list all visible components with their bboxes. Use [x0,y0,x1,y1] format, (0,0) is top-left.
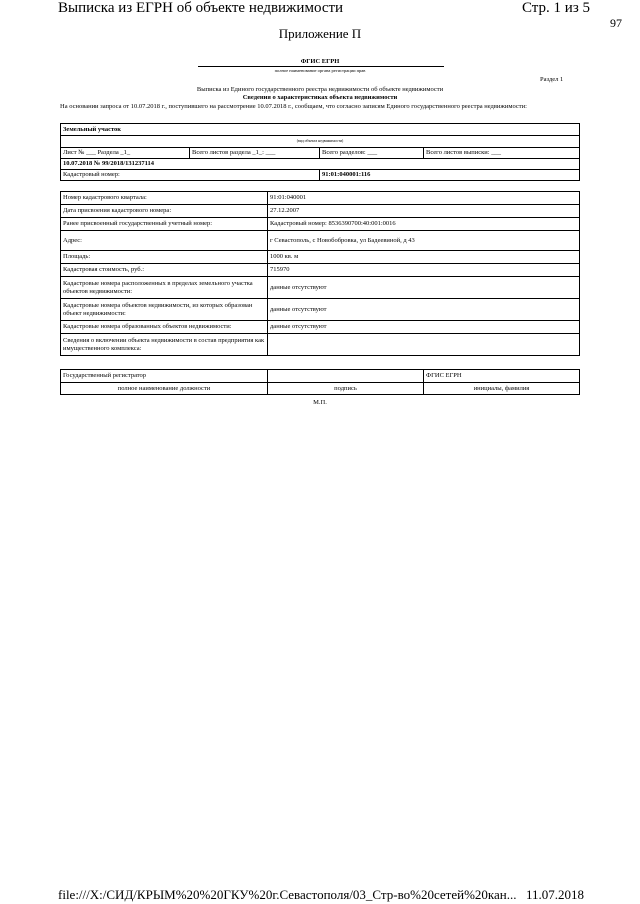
detail-value: данные отсутствуют [268,299,580,321]
detail-value: 715970 [268,264,580,277]
detail-label: Кадастровые номера образованных объектов недвижимости: [61,321,268,334]
detail-row [61,192,580,205]
cadastral-value: 91:01:040001:116 [320,170,580,181]
detail-row [61,264,580,277]
sheet-label: Лист № ___ Раздела _1_ [61,148,190,159]
document-title: Выписка из Единого государственного реестра недвижимости об объекте недвижимости [196,86,444,93]
signature-field [268,370,424,383]
document-subtitle: Сведения о характеристиках объекта недвижимости [242,94,398,101]
detail-value: данные отсутствуют [268,277,580,299]
detail-row [61,251,580,264]
detail-label: Кадастровая стоимость, руб.: [61,264,268,277]
position-caption: полное наименование должности [61,383,268,395]
details-table [60,191,580,356]
org-name: ФГИС ЕГРН [300,58,340,65]
detail-value: 91:01:040001 [268,192,580,205]
print-footer-path: file:///X:/СИД/КРЫМ%20%20ГКУ%20г.Севастополя/03_Стр-во%20сетей%20кан... [58,887,517,902]
detail-label: Дата присвоения кадастрового номера: [61,205,268,218]
detail-row [61,334,580,356]
signature-position: Государственный регистратор [61,370,268,383]
detail-label: Кадастровые номера расположенных в пределах земельного участка объектов недвижимости: [61,277,268,299]
initials-caption: инициалы, фамилия [424,383,580,395]
detail-label: Площадь: [61,251,268,264]
detail-value: 1000 кв. м [268,251,580,264]
section-label: Раздел 1 [540,76,564,83]
detail-row [61,231,580,251]
detail-value: данные отсутствуют [268,321,580,334]
signature-table [60,369,580,395]
cadastral-label: Кадастровый номер: [61,170,320,181]
org-caption: полное наименование органа регистрации прав [274,68,366,73]
detail-value: 27.12.2007 [268,205,580,218]
org-underline [198,66,444,67]
print-header-page-of: Стр. 1 из 5 [522,0,590,16]
detail-row [61,218,580,231]
detail-row [61,321,580,334]
print-header-title: Выписка из ЕГРН об объекте недвижимости [58,0,344,16]
signature-caption: подпись [268,383,424,395]
date-number: 10.07.2018 № 99/2018/131237114 [61,159,580,170]
object-header-table [60,123,580,181]
detail-label: Кадастровые номера объектов недвижимости, из которых образован объект недвижимости: [61,299,268,321]
page-number: 97 [610,16,622,30]
signature-initials: ФГИС ЕГРН [424,370,580,383]
detail-label: Сведения о включении объекта недвижимости в состав предприятия как имущественного комплекса: [61,334,268,356]
sheets-in-section: Всего листов раздела _1_: ___ [190,148,320,159]
detail-value: Кадастровый номер: 8536390700:40:001:0016 [268,218,580,231]
detail-row [61,205,580,218]
detail-row [61,299,580,321]
stamp-place: М.П. [313,399,327,406]
detail-label: Адрес: [61,231,268,251]
sections-total: Всего разделов: ___ [320,148,424,159]
object-type: Земельный участок [61,124,580,136]
detail-value [268,334,580,356]
detail-row [61,277,580,299]
object-type-caption: (вид объекта недвижимости) [61,136,580,148]
detail-label: Номер кадастрового квартала: [61,192,268,205]
appendix-title: Приложение П [278,26,362,41]
detail-label: Ранее присвоенный государственный учетный номер: [61,218,268,231]
detail-value: г Севастополь, с Новобобровка, ул Бадеевиной, д 43 [268,231,580,251]
print-footer-date: 11.07.2018 [526,887,585,902]
sheets-total: Всего листов выписки: ___ [424,148,580,159]
basis-text: На основании запроса от 10.07.2018 г., поступившего на рассмотрение 10.07.2018 г., сообщаем, что согласно записям Единого государственного реестра недвижимости: [60,103,527,110]
